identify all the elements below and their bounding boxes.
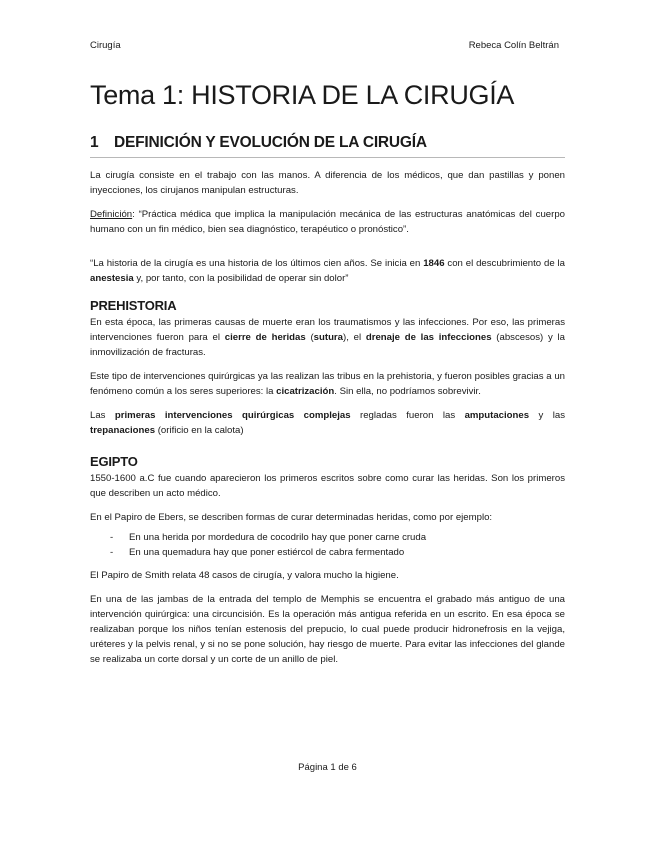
spacer [90, 246, 565, 256]
text-run: regladas fueron las [350, 410, 465, 421]
document-body [90, 168, 565, 676]
dash-bullet: - [110, 532, 114, 543]
bold-run: drenaje de las infecciones [365, 332, 492, 343]
quote-text: y, por tanto, con la posibilidad de operar sin dolor” [133, 273, 349, 284]
text-run: ( [305, 332, 314, 343]
list-item [90, 530, 565, 545]
text-run: y las [529, 410, 565, 421]
list-item [90, 545, 565, 560]
list-item-text: En una quemadura hay que poner estiércol de cabra fermentado [129, 547, 405, 558]
text-run: (orificio en la calota) [155, 425, 244, 436]
quote-paragraph [90, 256, 565, 286]
definition-paragraph [90, 207, 565, 237]
ebers-list [90, 530, 565, 560]
text-run: En esta época, las primeras causas de muerte eran los traumatismos y las infecciones. Por eso, las primeras intervenciones fueron para el [90, 317, 565, 343]
quote-year: 1846 [423, 258, 445, 269]
document-title: Tema 1: HISTORIA DE LA CIRUGÍA [90, 80, 515, 110]
header-subject: Cirugía [90, 40, 121, 51]
prehistoria-paragraph-1 [90, 315, 565, 360]
bold-run: sutura [313, 332, 343, 343]
bold-run: cicatrización [276, 386, 335, 397]
text-run: ), el [343, 332, 366, 343]
quote-text: “La historia de la cirugía es una historia de los últimos cien años. Se inicia en [90, 258, 424, 269]
header-author: Rebeca Colín Beltrán [468, 40, 559, 51]
definition-label: Definición [90, 209, 133, 220]
quote-text: con el descubrimiento de la [444, 258, 565, 269]
bold-run: amputaciones [464, 410, 530, 421]
text-run: . Sin ella, no podríamos sobrevivir. [334, 386, 481, 397]
intro-paragraph: La cirugía consiste en el trabajo con las manos. A diferencia de los médicos, que dan pastillas y ponen inyecciones, los cirujanos manipulan estructuras. [90, 170, 565, 196]
prehistoria-heading: PREHISTORIA [90, 298, 177, 313]
egipto-heading: EGIPTO [90, 454, 138, 469]
bold-run: trepanaciones [90, 425, 156, 436]
text-run: Las [90, 410, 115, 421]
bold-run: primeras intervenciones quirúrgicas complejas [114, 410, 351, 421]
section-title: DEFINICIÓN Y EVOLUCIÓN DE LA CIRUGÍA [114, 134, 427, 151]
egipto-paragraph-2: En el Papiro de Ebers, se describen formas de curar determinadas heridas, como por ejemplo: [90, 512, 493, 523]
text-run: (abscesos) y la inmovilización de fracturas. [90, 332, 565, 358]
egipto-paragraph-1: 1550-1600 a.C fue cuando aparecieron los primeros escritos sobre como curar las heridas. Son los primeros que describen un acto médico. [90, 473, 565, 499]
list-item-text: En una herida por mordedura de cocodrilo hay que poner carne cruda [129, 532, 427, 543]
page-number: Página 1 de 6 [298, 762, 357, 773]
quote-anestesia: anestesia [90, 273, 134, 284]
egipto-paragraph-4: En una de las jambas de la entrada del templo de Memphis se encuentra el grabado más antiguo de una intervención quirúrgica: una circuncisión. Es la operación más antigua referida en un escrito. En esa época se realizaban porque los niños tenían estenosis del prepucio, lo cual puede producir hidronefrosis en la vejiga, uréteres y la pelvis renal, y si no se pone solución, hay riesgo de muerte. Para evitar las infecciones del glande se realizaba un corte dorsal y un corte de un anillo de piel. [90, 594, 565, 665]
bold-run: cierre de heridas [224, 332, 306, 343]
section-heading [90, 134, 565, 158]
section-number: 1 [90, 134, 99, 151]
prehistoria-paragraph-3 [90, 408, 565, 438]
text-run: Este tipo de intervenciones quirúrgicas ya las realizan las tribus en la prehistoria, y fueron posibles gracias a un fenómeno común a los seres superiores: la [90, 371, 565, 397]
egipto-paragraph-3: El Papiro de Smith relata 48 casos de cirugía, y valora mucho la higiene. [90, 570, 399, 581]
definition-text: : “Práctica médica que implica la manipulación mecánica de las estructuras anatómicas del cuerpo humano con un fin médico, bien sea diagnóstico, terapéutico o pronóstico”. [90, 209, 565, 235]
dash-bullet: - [110, 547, 114, 558]
prehistoria-paragraph-2 [90, 369, 565, 399]
page-header [90, 40, 559, 54]
